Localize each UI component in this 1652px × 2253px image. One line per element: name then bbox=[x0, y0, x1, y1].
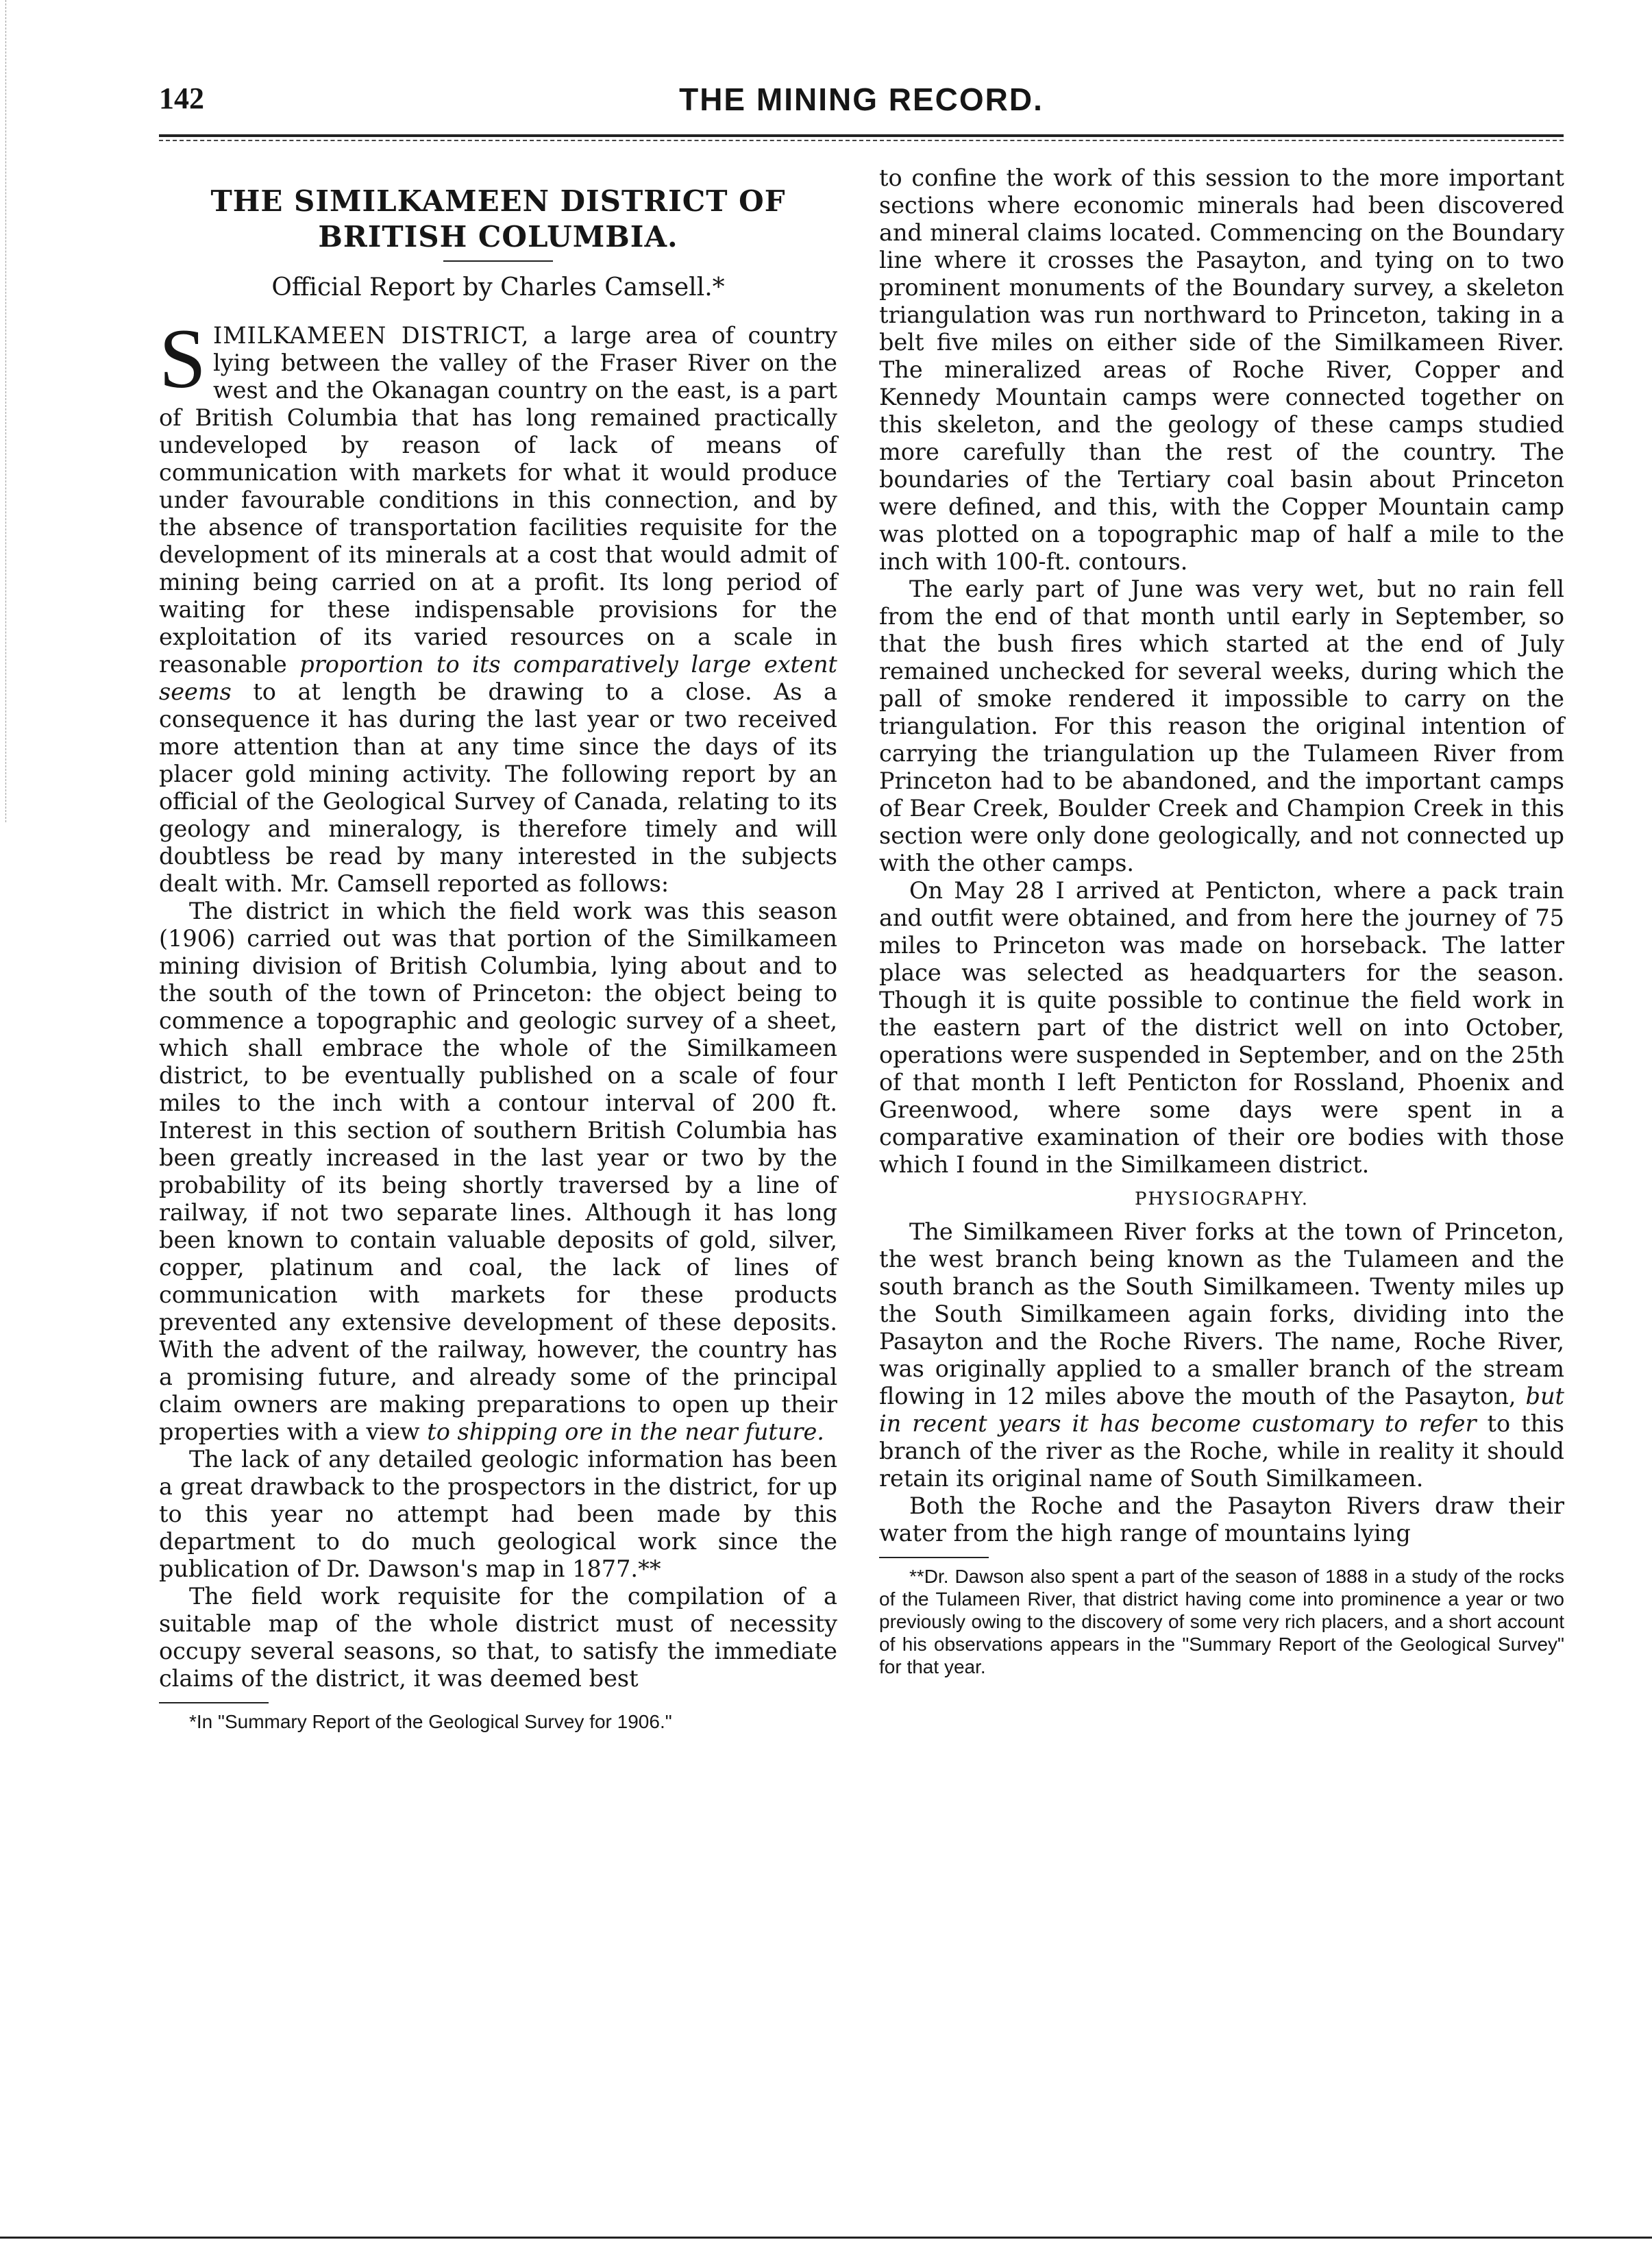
lead-end-text: to at length be drawing to a close. As a consequence it has during the last year or two received more attention than at any time since the days of its placer gold mining activity. The following report by an official of the Geological Survey of Canada, relating to its geology and mineralogy, is therefore timely and will doubtless be read by many interested in the subjects dealt with. Mr. Camsell reported as follows: bbox=[159, 678, 837, 897]
paragraph-river-forks-italic: but in recent years it has become customary to refer bbox=[879, 1383, 1564, 1437]
lead-italic-text: proportion to its comparatively large extent seems bbox=[159, 651, 837, 705]
footnote-rule-left bbox=[159, 1702, 269, 1703]
paragraph-geologic-info: The lack of any detailed geologic information has been a great drawback to the prospectors in the district, for up to this year no attempt had been made by this department to do much geological work since the publication of Dr. Dawson's map in 1877.** bbox=[159, 1446, 837, 1582]
title-rule bbox=[443, 260, 553, 262]
paragraph-field-work bbox=[159, 898, 837, 1446]
paragraph-field-work-italic: to shipping ore in the near future. bbox=[427, 1418, 824, 1445]
header-rule bbox=[159, 134, 1564, 141]
paragraph-river-forks bbox=[879, 1218, 1564, 1492]
footer-rule bbox=[0, 2237, 1652, 2239]
lead-paragraph bbox=[159, 312, 837, 898]
article-title: THE SIMILKAMEEN DISTRICT OF BRITISH COLUMBIA. bbox=[210, 184, 786, 254]
paragraph-field-work-text: The district in which the field work was this season (1906) carried out was that portion of the Similkameen mining division of British Columbia, lying about and to the south of the town of Princeton: the object being to commence a topographic and geologic survey of a sheet, which shall embrace the whole of the Similkameen district, to be eventually published on a scale of four miles to the inch with a contour interval of 200 ft. Interest in this section of southern British Columbia has been greatly increased in the last year or two by the probability of its being shortly traversed by a line of railway, if not two separate lines. Although it has long been known to contain valuable deposits of gold, silver, copper, platinum and coal, the lack of lines of communication with markets for these products prevented any extensive development of these deposits. With the advent of the railway, however, the country has a promising future, and already some of the principal claim owners are making preparations to open up their properties with a view bbox=[159, 898, 837, 1445]
page-header bbox=[159, 81, 1564, 136]
lead-caps: IMILKAMEEN DISTRICT, bbox=[212, 322, 530, 349]
paragraph-june-weather: The early part of June was very wet, but no rain fell from the end of that month until early in September, so that the bush fires which started at the end of July remained unchecked for several weeks, during which the pall of smoke rendered it impossible to carry on the triangulation. For this reason the original intention of carrying the triangulation up the Tulameen River from Princeton had to be abandoned, and the important camps of Bear Creek, Boulder Creek and Champion Creek in this section were only done geologically, and not connected up with the other camps. bbox=[879, 576, 1564, 876]
footnote-left: *In "Summary Report of the Geological Survey for 1906." bbox=[189, 1711, 672, 1732]
page-number: 142 bbox=[159, 82, 204, 115]
paragraph-river-forks-text: The Similkameen River forks at the town of Princeton, the west branch being known as the Tulameen and the south branch as the South Similkameen. Twenty miles up the South Similkameen again forks, dividing into the Pasayton and the Roche Rivers. The name, Roche River, was originally applied to a smaller branch of the stream flowing in 12 miles above the mouth of the Pasayton, bbox=[879, 1218, 1564, 1409]
footnote-rule-right bbox=[879, 1557, 989, 1558]
right-column bbox=[879, 164, 1564, 1678]
footnote-right: **Dr. Dawson also spent a part of the season of 1888 in a study of the rocks of the Tulameen River, that district having come into prominence a year or two previously owing to the discovery of some very rich placers, and a short account of his observations appears in the "Summary Report of the Geological Survey" for that year. bbox=[879, 1566, 1564, 1677]
paragraph-session-work: to confine the work of this session to the more important sections where economic minerals had been discovered and mineral claims located. Commencing on the Boundary line where it crosses the Pasayton, and tying on to two prominent monuments of the Boundary survey, a skeleton triangulation was run northward to Princeton, taking in a belt five miles on either side of the Similkameen River. The mineralized areas of Roche River, Copper and Kennedy Mountain camps were connected together on this skeleton, and the geology of these camps studied more carefully than the rest of the country. The boundaries of the Tertiary coal basin about Princeton were defined, and this, with the Copper Mountain camp was plotted on a topographic map of half a mile to the inch with 100-ft. contours. bbox=[879, 164, 1564, 575]
lead-text: a large area of country lying between the valley of the Fraser River on the west and the Okanagan country on the east, is a part of British Columbia that has long remained practically undeveloped by reason of lack of means of communication with markets for what it would produce under favourable conditions in this connection, and by the absence of transportation facilities requisite for the development of its minerals at a cost that would admit of mining being carried on at a profit. Its long period of waiting for these indispensable provisions for the exploitation of its varied resources on a scale in reasonable bbox=[159, 322, 837, 678]
section-heading-physiography: PHYSIOGRAPHY. bbox=[1134, 1189, 1309, 1209]
running-title: THE MINING RECORD. bbox=[679, 82, 1044, 117]
paragraph-map-compilation: The field work requisite for the compilation of a suitable map of the whole district must of necessity occupy several seasons, so that, to satisfy the immediate claims of the district, it was deemed best bbox=[159, 1583, 837, 1692]
scan-margin-mark bbox=[5, 0, 6, 822]
left-column bbox=[159, 164, 837, 1733]
drop-cap: S bbox=[159, 312, 206, 406]
paragraph-penticton: On May 28 I arrived at Penticton, where a pack train and outfit were obtained, and from here the journey of 75 miles to Princeton was made on horseback. The latter place was selected as headquarters for the season. Though it is quite possible to continue the field work in the eastern part of the district well on into October, operations were suspended in September, and on the 25th of that month I left Penticton for Rossland, Phoenix and Greenwood, where some days were spent in a comparative examination of their ore bodies with those which I found in the Similkameen district. bbox=[879, 877, 1564, 1178]
paragraph-roche-pasayton: Both the Roche and the Pasayton Rivers draw their water from the high range of mountains lying bbox=[879, 1492, 1564, 1547]
byline: Official Report by Charles Camsell.* bbox=[271, 273, 725, 301]
paragraph-river-forks-end: to this branch of the river as the Roche, while in reality it should retain its original name of South Similkameen. bbox=[879, 1410, 1565, 1492]
